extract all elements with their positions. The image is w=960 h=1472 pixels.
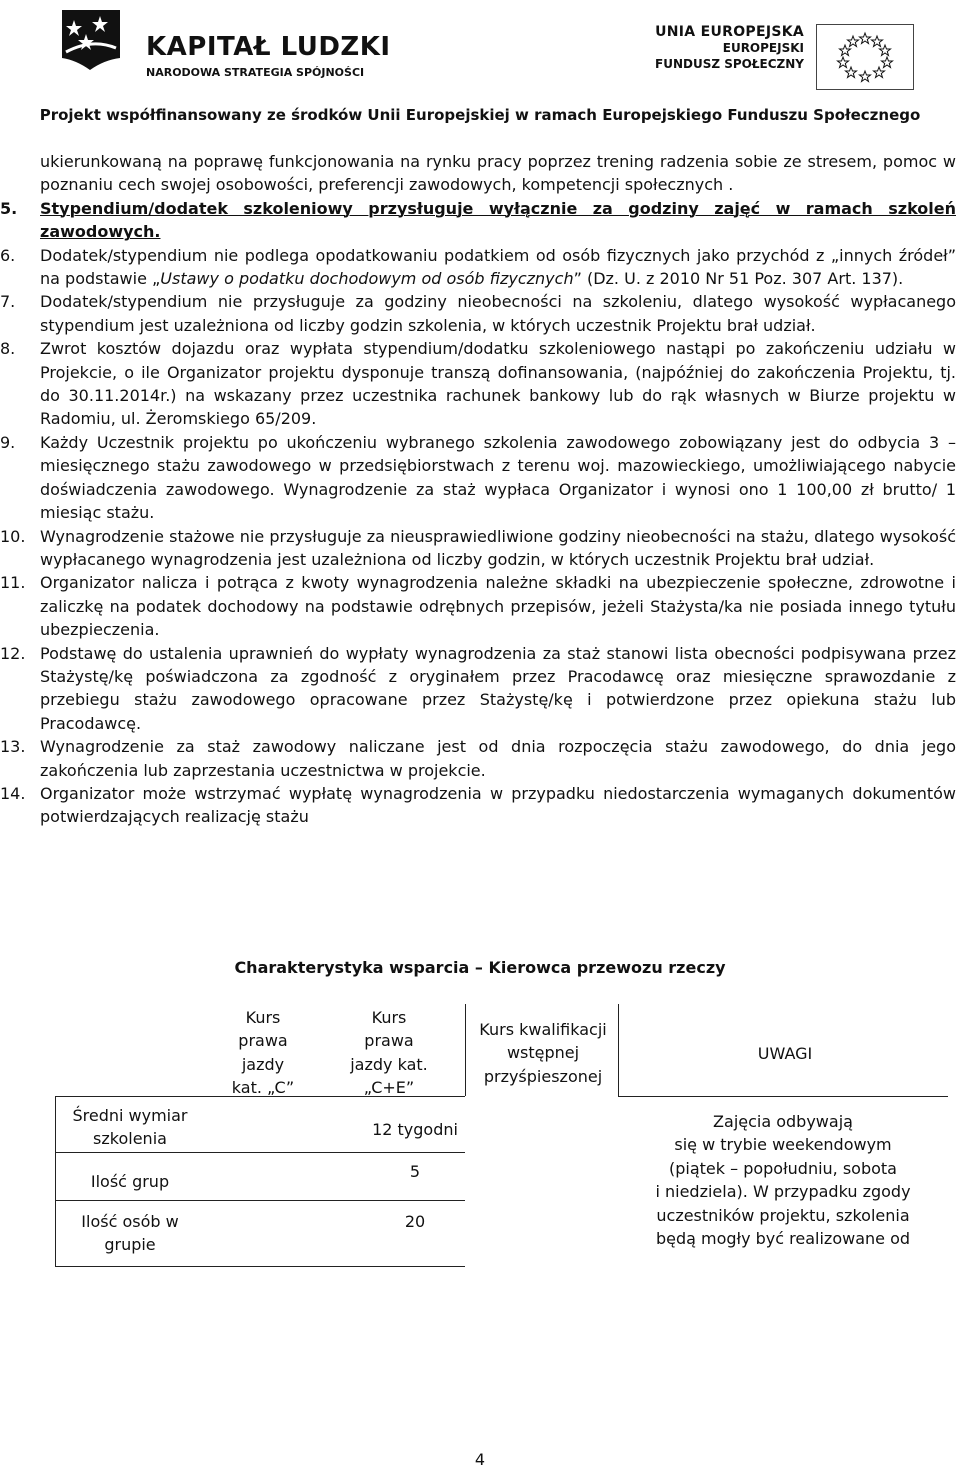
eu-logo-text xyxy=(655,24,804,72)
list-item-text: Podstawę do ustalenia uprawnień do wypłaty wynagrodzenia za staż stanowi lista obecności podpisywana przez Stażystę/kę poświadczona za zgodność z oryginałem przez Pracodawcę oraz miesięczne sprawozdanie z przebiegu stażu zawodowego opracowane przez Stażystę/kę i potwierdzone przez opiekuna stażu lub Pracodawcę. xyxy=(40,643,956,733)
col-header-kwalifikacja xyxy=(455,1018,631,1088)
list-item-text: Zwrot kosztów dojazdu oraz wypłata stypendium/dodatku szkoleniowego nastąpi po zakończeniu udziału w Projekcie, o ile Organizator projektu dysponuje transzą dofinansowania, (najpóźniej do zakończenia Projektu, tj. do 30.11.2014r.) na wskazany przez uczestnika rachunek bankowy lub do rąk własnych w Biurze projektu w Radomiu, ul. Żeromskiego 65/209. xyxy=(40,339,956,429)
list-item-number: 10. xyxy=(0,526,26,546)
col-header-uwagi: UWAGI xyxy=(757,1044,813,1063)
support-characteristics-table xyxy=(55,1004,948,1266)
uwagi-line: Zajęcia odbywają xyxy=(713,1112,853,1131)
eu-logo xyxy=(652,20,914,90)
list-item-9 xyxy=(0,431,956,525)
page-header xyxy=(0,0,960,136)
intro-continuation: ukierunkowaną na poprawę funkcjonowania na rynku pracy poprzez trening radzenia sobie ze stresem, pomoc w poznaniu cech swojej osobowości, preferencji zawodowych, kompetencji społecznych . xyxy=(40,152,956,195)
list-item-11 xyxy=(0,571,956,641)
list-item-number: 12. xyxy=(0,643,26,663)
kapital-ludzki-emblem-icon xyxy=(56,8,126,76)
table-rule xyxy=(55,1152,465,1153)
list-item-14 xyxy=(0,782,956,829)
list-item-number: 5. xyxy=(0,198,18,218)
list-item-10 xyxy=(0,525,956,572)
uwagi-line: będą mogły być realizowane od xyxy=(655,1229,911,1249)
kapital-ludzki-subtitle: NARODOWA STRATEGIA SPÓJNOŚCI xyxy=(146,66,365,79)
table-rule xyxy=(55,1200,465,1201)
row-label-ilosc-osob xyxy=(55,1210,205,1257)
document-body xyxy=(0,150,956,829)
row-label-line: szkolenia xyxy=(93,1129,167,1149)
row-label-line: Średni wymiar xyxy=(72,1106,188,1125)
section-title: Charakterystyka wsparcia – Kierowca przewozu rzeczy xyxy=(234,958,726,977)
col-header-line: Kurs kwalifikacji xyxy=(479,1020,607,1039)
list-item-5 xyxy=(0,197,956,244)
col-header-kat-ce xyxy=(333,1006,445,1100)
col-header-kat-c xyxy=(215,1006,311,1100)
col-header-line: jazdy kat. xyxy=(350,1054,428,1074)
row-label-line: Ilość osób w xyxy=(81,1212,179,1231)
list-item-6 xyxy=(0,244,956,291)
col-header-line: prawa xyxy=(364,1031,414,1051)
list-item-number: 7. xyxy=(0,292,16,312)
col-header-line: Kurs xyxy=(371,1008,407,1027)
list-item-number: 14. xyxy=(0,783,26,803)
list-item-number: 9. xyxy=(0,432,16,452)
row-label-line: Ilość grup xyxy=(90,1172,170,1191)
kapital-ludzki-title: KAPITAŁ LUDZKI xyxy=(146,32,391,62)
col-header-line: jazdy xyxy=(241,1054,285,1074)
list-item-number: 8. xyxy=(0,339,16,359)
list-item-text-b: ” (Dz. U. z 2010 Nr 51 Poz. 307 Art. 137). xyxy=(573,269,904,289)
list-item-text: Organizator może wstrzymać wypłatę wynagrodzenia w przypadku niedostarczenia wymaganych dokumentów potwierdzających realizację stażu xyxy=(40,783,956,827)
col-header-line: kat. „C” xyxy=(231,1078,295,1098)
col-header-line: prawa xyxy=(238,1031,288,1051)
eu-logo-line2: EUROPEJSKI xyxy=(722,41,804,55)
value-ilosc-osob: 20 xyxy=(404,1212,426,1231)
uwagi-line: i niedziela). W przypadku zgody xyxy=(655,1182,911,1202)
col-header-line: „C+E” xyxy=(363,1078,415,1098)
list-item-text: Wynagrodzenie stażowe nie przysługuje za nieusprawiedliwione godziny nieobecności na stażu, dlatego wysokość wypłacanego wynagrodzenia jest uzależniona od liczby godzin, w których uczestnik Projektu brał udział. xyxy=(40,526,956,569)
uwagi-line: (piątek – popołudniu, sobota xyxy=(669,1158,897,1178)
list-item-text-a: Dodatek/stypendium nie podlega opodatkowaniu podatkiem od osób fizycznych jako przychód z „innych źródeł” na podstawie „ xyxy=(40,245,956,289)
uwagi-line: uczestników projektu, szkolenia xyxy=(656,1205,910,1225)
page-number: 4 xyxy=(474,1450,486,1469)
list-item-12 xyxy=(0,642,956,736)
table-rule xyxy=(618,1096,948,1097)
law-title: Ustawy o podatku dochodowym od osób fizycznych xyxy=(160,269,574,289)
row-label-sredni-wymiar xyxy=(55,1104,205,1151)
cofunding-note: Projekt współfinansowany ze środków Unii Europejskiej w ramach Europejskiego Funduszu Społecznego xyxy=(39,106,921,124)
uwagi-line: się w trybie weekendowym xyxy=(674,1135,892,1155)
kapital-ludzki-logo xyxy=(56,8,391,79)
list-item-number: 13. xyxy=(0,737,26,757)
table-rule xyxy=(55,1266,465,1267)
eu-flag-icon xyxy=(816,24,914,90)
eu-logo-line1: UNIA EUROPEJSKA xyxy=(655,24,804,40)
col-header-line: wstępnej xyxy=(506,1043,580,1063)
list-item-13 xyxy=(0,735,956,782)
list-item-text: Organizator nalicza i potrąca z kwoty wynagrodzenia należne składki na ubezpieczenie społeczne, zdrowotne i zaliczkę na podatek dochodowy na podstawie odrębnych przepisów, jeżeli Stażysta/ka nie posiada innego tytułu ubezpieczenia. xyxy=(40,573,956,640)
list-item-number: 6. xyxy=(0,245,16,265)
list-item-8 xyxy=(0,337,956,431)
row-label-line: grupie xyxy=(104,1235,156,1255)
list-item-text: Każdy Uczestnik projektu po ukończeniu wybranego szkolenia zawodowego zobowiązany jest do odbycia 3 – miesięcznego stażu zawodowego w przedsiębiorstwach z terenu woj. mazowieckiego, umożliwiającego nabycie doświadczenia zawodowego. Wynagrodzenie za staż wypłaca Organizator i wynosi ono 1 100,00 zł brutto/ 1 miesiąc stażu. xyxy=(40,432,956,523)
row-label-ilosc-grup xyxy=(55,1170,205,1193)
list-item-text: Stypendium/dodatek szkoleniowy przysługuje wyłącznie za godziny zajęć w ramach szkoleń zawodowych. xyxy=(40,198,956,242)
list-item-number: 11. xyxy=(0,573,26,593)
value-sredni-wymiar: 12 tygodni xyxy=(372,1120,458,1139)
uwagi-note xyxy=(618,1110,948,1250)
value-ilosc-grup: 5 xyxy=(409,1162,421,1181)
list-item-7 xyxy=(0,290,956,337)
eu-logo-line3: FUNDUSZ SPOŁECZNY xyxy=(655,57,804,71)
col-header-line: przyśpieszonej xyxy=(483,1066,603,1086)
list-item-text: Dodatek/stypendium nie przysługuje za godziny nieobecności na szkoleniu, dlatego wysokość wypłacanego stypendium jest uzależniona od liczby godzin szkolenia, w których uczestnik Projektu brał udział. xyxy=(40,292,956,335)
list-item-text: Wynagrodzenie za staż zawodowy naliczane jest od dnia rozpoczęcia stażu zawodowego, do dnia jego zakończenia lub zaprzestania uczestnictwa w projekcie. xyxy=(40,737,956,780)
col-header-line: Kurs xyxy=(245,1008,281,1027)
